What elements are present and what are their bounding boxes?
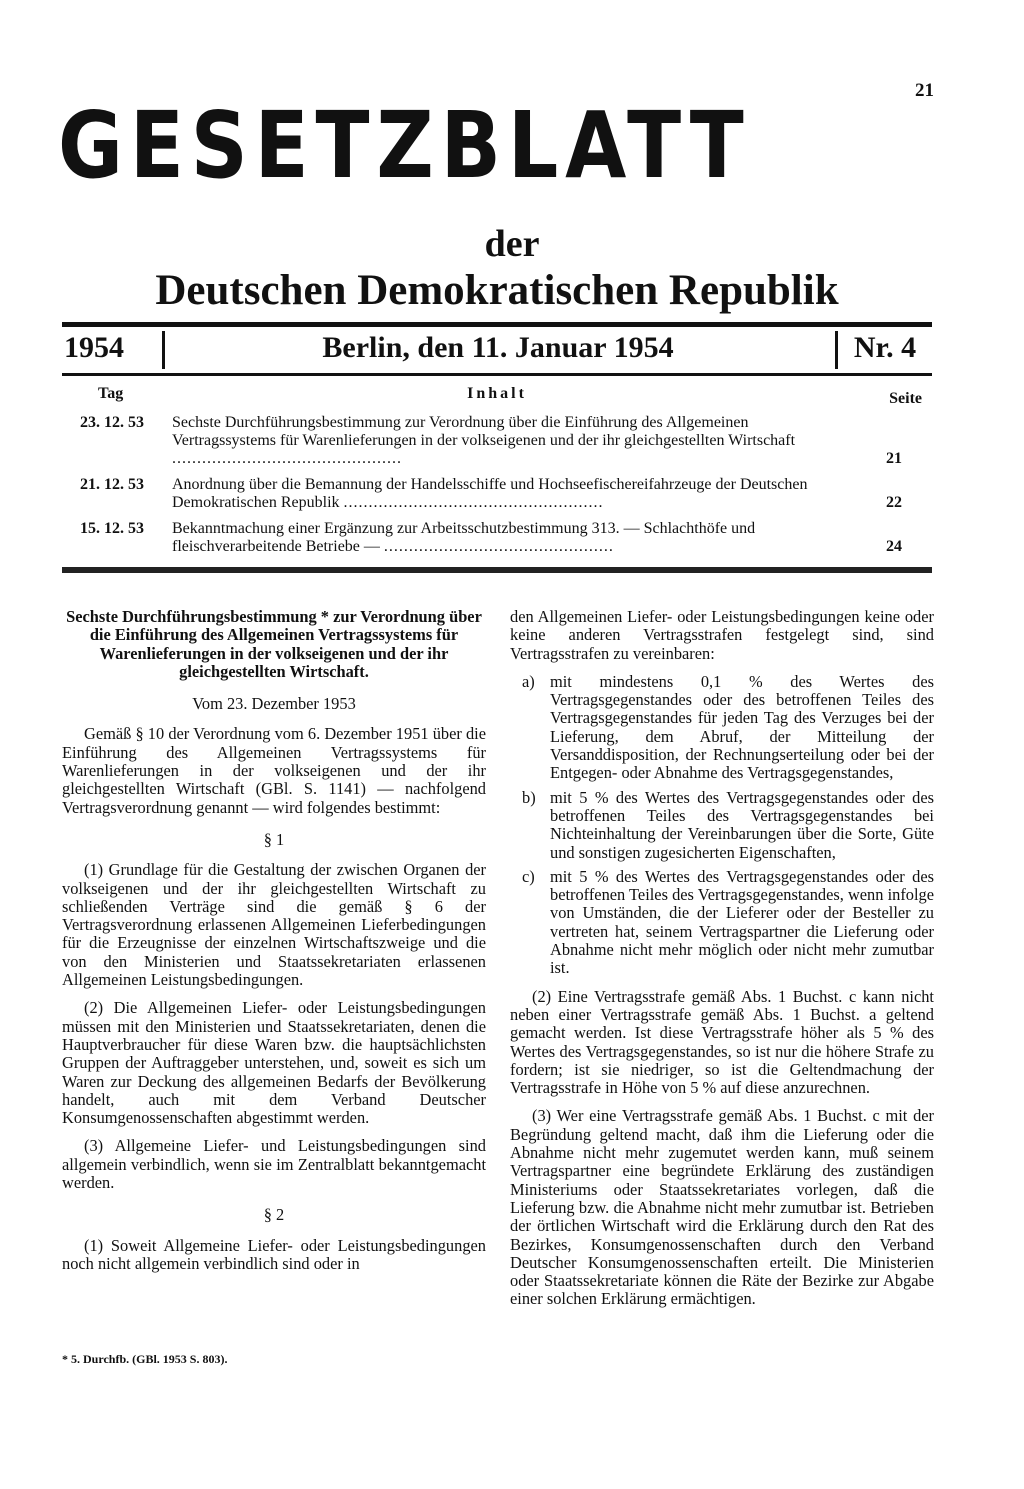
- toc-entry-page: 24: [886, 538, 902, 555]
- masthead-country: Deutschen Demokratischen Republik: [155, 267, 839, 314]
- article-date: Vom 23. Dezember 1953: [192, 694, 356, 714]
- section-divider: [62, 567, 932, 573]
- footnote: * 5. Durchfb. (GBl. 1953 S. 803).: [62, 1352, 228, 1366]
- toc-heading: Inhalt: [467, 385, 527, 402]
- toc-entry-date: 15. 12. 53: [80, 520, 144, 537]
- toc-entry-date: 23. 12. 53: [80, 414, 144, 431]
- toc-entry: [62, 414, 932, 468]
- paragraph: (1) Grundlage für die Gestaltung der zwischen Organen der volkseigenen und der ihr gleichgestellten Wirtschaft zu schließenden Verträge sind die gemäß § 6 der Vertragsverordnung erlassenen Allgemeinen Lieferbedingungen für die Erzeugnisse der einzelnen Wirtschaftszweige und die von den Ministerien und Staatssekretariaten erlassenen Allgemeinen Leistungsbedingungen.: [62, 860, 486, 990]
- paragraph: (2) Die Allgemeinen Liefer- oder Leistungsbedingungen müssen mit den Ministerien und Staatssekretariaten, denen die Hauptverbraucher für diese Waren bzw. die hauptsächlichsten Gruppen der Auftraggeber unterstehen, und, soweit es sich um Waren zur Deckung des allgemeinen Bedarfs der Bevölkerung handelt, auch mit dem Verband Deutscher Konsumgenossenschaften abgestimmt werden.: [62, 998, 486, 1128]
- toc-entry-title: Anordnung über die Bemannung der Handelsschiffe und Hochseefischereifahrzeuge der Deutschen Demokratischen Republik ....................................................: [172, 476, 808, 511]
- list-item: [522, 789, 934, 862]
- paragraph: (3) Allgemeine Liefer- und Leistungsbedingungen sind allgemein verbindlich, wenn sie im Zentralblatt bekanntgemacht werden.: [62, 1136, 486, 1193]
- toc-entry: [62, 476, 932, 512]
- toc-entry-page: 22: [886, 494, 902, 511]
- column-left: [62, 608, 486, 1283]
- toc: [62, 414, 932, 564]
- toc-entry-page: 21: [886, 450, 902, 467]
- article-title: Sechste Durchführungsbestimmung * zur Verordnung über die Einführung des Allgemeinen Vertragssystems für Warenlieferungen in der volkseigenen und der ihr gleichgestellten Wirtschaft.: [66, 607, 482, 681]
- masthead-title: GESETZBLATT: [58, 92, 751, 199]
- list-text: mit mindestens 0,1 % des Wertes des Vertragsgegenstandes oder des betroffenen Teiles des Vertragsgegenstandes für jeden Tag des Verzuges bei der Lieferung, dem Abruf, der Mitteilung der Versanddisposition, der Rechnungserteilung oder bei der Entgegen- oder Abnahme des Vertragsgegenstandes,: [550, 671, 934, 783]
- toc-entry-date: 21. 12. 53: [80, 476, 144, 493]
- column-right: [510, 608, 934, 1319]
- paragraph: (2) Eine Vertragsstrafe gemäß Abs. 1 Buchst. c kann nicht neben einer Vertragsstrafe gemäß Abs. 1 Buchst. a geltend gemacht werden. Ist diese Vertragsstrafe höher als 5 % des Wertes des Vertragsgegenstandes, so ist nur die höhere Strafe zu fordern; ist sie niedriger, so ist die Geltendmachung der Vertragsstrafe in Höhe von 5 % auf diese anzurechnen.: [510, 986, 934, 1098]
- toc-entry-title: Sechste Durchführungsbestimmung zur Verordnung über die Einführung des Allgemeinen Vertragssystems für Warenlieferungen in der volkseigenen und der ihr gleichgestellten Wirtschaft ..............................................: [172, 414, 796, 467]
- list-item: [522, 868, 934, 978]
- issue-year: 1954: [62, 331, 165, 369]
- masthead-sub: der: [484, 223, 540, 265]
- list-label: a): [522, 671, 535, 691]
- list-label: b): [522, 787, 536, 807]
- issue-number: Nr. 4: [835, 331, 932, 369]
- toc-col-page: Seite: [889, 390, 922, 407]
- list-text: mit 5 % des Wertes des Vertragsgegenstandes oder des betroffenen Teiles des Vertragsgegenstandes bei Nichteinhaltung der Vereinbarungen über die Sorte, Güte und sonstigen zugesicherten Eigenschaften,: [550, 787, 934, 862]
- paragraph: (1) Soweit Allgemeine Liefer- oder Leistungsbedingungen noch nicht allgemein verbindlich sind oder in: [62, 1235, 486, 1273]
- section-heading: § 1: [263, 829, 285, 849]
- list-label: c): [522, 866, 535, 886]
- paragraph: den Allgemeinen Liefer- oder Leistungsbedingungen keine oder keine anderen Vertragsstrafen festgelegt sind, sind Vertragsstrafen zu vereinbaren:: [510, 607, 934, 663]
- toc-col-date: Tag: [98, 385, 124, 402]
- section-heading: § 2: [263, 1205, 285, 1225]
- list-item: [522, 673, 934, 783]
- list-text: mit 5 % des Wertes des Vertragsgegenstandes oder des betroffenen Teiles des Vertragsgegenstandes, wenn infolge von Umständen, die der Lieferer oder der Besteller zu vertreten hat, seinem Vertragspartner die Lieferung oder Abnahme nicht mehr möglich oder nicht mehr zumutbar ist.: [550, 866, 934, 978]
- penalty-list: [522, 673, 934, 978]
- article-intro: Gemäß § 10 der Verordnung vom 6. Dezember 1951 über die Einführung des Allgemeinen Vertragssystems für Warenlieferungen in der volkseigenen und der ihr gleichgestellten Wirtschaft (GBl. S. 1141) — nachfolgend Vertragsverordnung genannt — wird folgendes bestimmt:: [62, 724, 486, 817]
- toc-entry-title: Bekanntmachung einer Ergänzung zur Arbeitsschutzbestimmung 313. — Schlachthöfe und fleischverarbeitende Betriebe — ..............................................: [172, 520, 756, 555]
- paragraph: (3) Wer eine Vertragsstrafe gemäß Abs. 1 Buchst. c mit der Begründung geltend macht, daß ihm die Lieferung oder die Abnahme nicht mehr zugemutet werden kann, muß seinem Vertragspartner eine begründete Erklärung des zuständigen Ministeriums oder Staatssekretariates vorlegen, daß die Lieferung bzw. die Abnahme nicht mehr zumutbar ist. Betrieben der örtlichen Wirtschaft wird die Erklärung durch den Rat des Bezirkes, Konsumgenossenschaften durch den Verband Deutscher Konsumgenossenschaften erteilt. Die Ministerien oder Staatssekretariate können die Räte der Bezirke zur Abgabe einer solchen Erklärung ermächtigen.: [510, 1106, 934, 1309]
- page-number: 21: [915, 80, 934, 101]
- dateline-bar: [62, 322, 932, 376]
- issue-place-date: Berlin, den 11. Januar 1954: [322, 331, 674, 364]
- toc-entry: [62, 520, 932, 556]
